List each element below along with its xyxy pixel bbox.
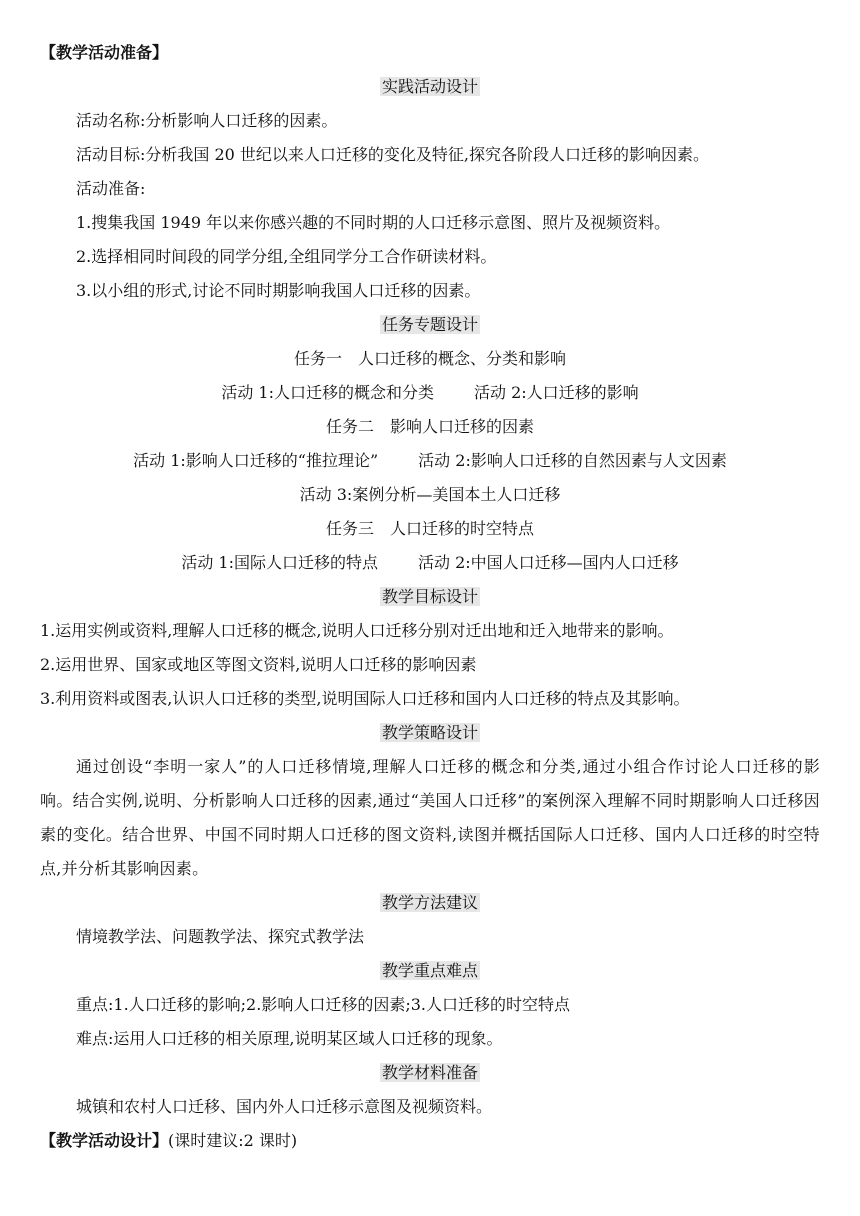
- heading-strategy-design-text: 教学策略设计: [381, 723, 478, 742]
- section-title-activity-design: [40, 1124, 820, 1158]
- heading-materials: [40, 1056, 820, 1090]
- activity-goal: 活动目标:分析我国 20 世纪以来人口迁移的变化及特征,探究各阶段人口迁移的影响因素。: [76, 145, 710, 164]
- task1-activity-2: 活动 2:人口迁移的影响: [474, 383, 639, 402]
- prep-step-3: 3.以小组的形式,讨论不同时期影响我国人口迁移的因素。: [76, 281, 481, 300]
- task2-activities: [40, 444, 820, 478]
- heading-key-points: [40, 954, 820, 988]
- prep-step-1: 1.搜集我国 1949 年以来你感兴趣的不同时期的人口迁移示意图、照片及视频资料。: [76, 213, 671, 232]
- key-points-text: 重点:1.人口迁移的影响;2.影响人口迁移的因素;3.人口迁移的时空特点: [76, 995, 570, 1014]
- section-title-preparation: 【教学活动准备】: [40, 43, 169, 62]
- task1-activities: [40, 376, 820, 410]
- heading-task-design: [40, 308, 820, 342]
- task3-activities: [40, 546, 820, 580]
- prep-step-2: 2.选择相同时间段的同学分组,全组同学分工合作研读材料。: [76, 247, 497, 266]
- task2-title: 任务二 影响人口迁移的因素: [325, 417, 534, 436]
- goal-item-2: 2.运用世界、国家或地区等图文资料,说明人口迁移的影响因素: [40, 655, 477, 674]
- task3-activity-2: 活动 2:中国人口迁移—国内人口迁移: [418, 553, 679, 572]
- heading-materials-text: 教学材料准备: [381, 1063, 478, 1082]
- task1-activity-1: 活动 1:人口迁移的概念和分类: [221, 383, 434, 402]
- difficult-points-text: 难点:运用人口迁移的相关原理,说明某区域人口迁移的现象。: [76, 1029, 503, 1048]
- strategy-paragraph: 通过创设“李明一家人”的人口迁移情境,理解人口迁移的概念和分类,通过小组合作讨论人口迁移的影响。结合实例,说明、分析影响人口迁移的因素,通过“美国人口迁移”的案例深入理解不同时期影响人口迁移因素的变化。结合世界、中国不同时期人口迁移的图文资料,读图并概括国际人口迁移、国内人口迁移的时空特点,并分析其影响因素。: [40, 757, 820, 878]
- task1-title: 任务一 人口迁移的概念、分类和影响: [293, 349, 566, 368]
- heading-strategy-design: [40, 716, 820, 750]
- activity-prep-label: 活动准备:: [76, 179, 146, 198]
- class-hour-note: (课时建议:2 课时): [168, 1131, 298, 1150]
- heading-task-design-text: 任务专题设计: [381, 315, 478, 334]
- task2-activity-2: 活动 2:影响人口迁移的自然因素与人文因素: [418, 451, 727, 470]
- task2-activity-1: 活动 1:影响人口迁移的“推拉理论”: [133, 451, 379, 470]
- heading-key-points-text: 教学重点难点: [381, 961, 478, 980]
- heading-goal-design: [40, 580, 820, 614]
- goal-item-3: 3.利用资料或图表,认识人口迁移的类型,说明国际人口迁移和国内人口迁移的特点及其影响。: [40, 689, 690, 708]
- activity-name: 活动名称:分析影响人口迁移的因素。: [76, 111, 338, 130]
- materials-text: 城镇和农村人口迁移、国内外人口迁移示意图及视频资料。: [76, 1097, 493, 1116]
- methods-text: 情境教学法、问题教学法、探究式教学法: [76, 927, 365, 946]
- heading-practice-design-text: 实践活动设计: [381, 77, 478, 96]
- heading-method-suggestions-text: 教学方法建议: [381, 893, 478, 912]
- task2-activity-3: 活动 3:案例分析—美国本土人口迁移: [299, 485, 561, 504]
- heading-practice-design: [40, 70, 820, 104]
- section-title-activity-design-text: 【教学活动设计】: [40, 1131, 169, 1150]
- heading-goal-design-text: 教学目标设计: [381, 587, 478, 606]
- heading-method-suggestions: [40, 886, 820, 920]
- goal-item-1: 1.运用实例或资料,理解人口迁移的概念,说明人口迁移分别对迁出地和迁入地带来的影响。: [40, 621, 674, 640]
- task3-activity-1: 活动 1:国际人口迁移的特点: [181, 553, 378, 572]
- task3-title: 任务三 人口迁移的时空特点: [325, 519, 534, 538]
